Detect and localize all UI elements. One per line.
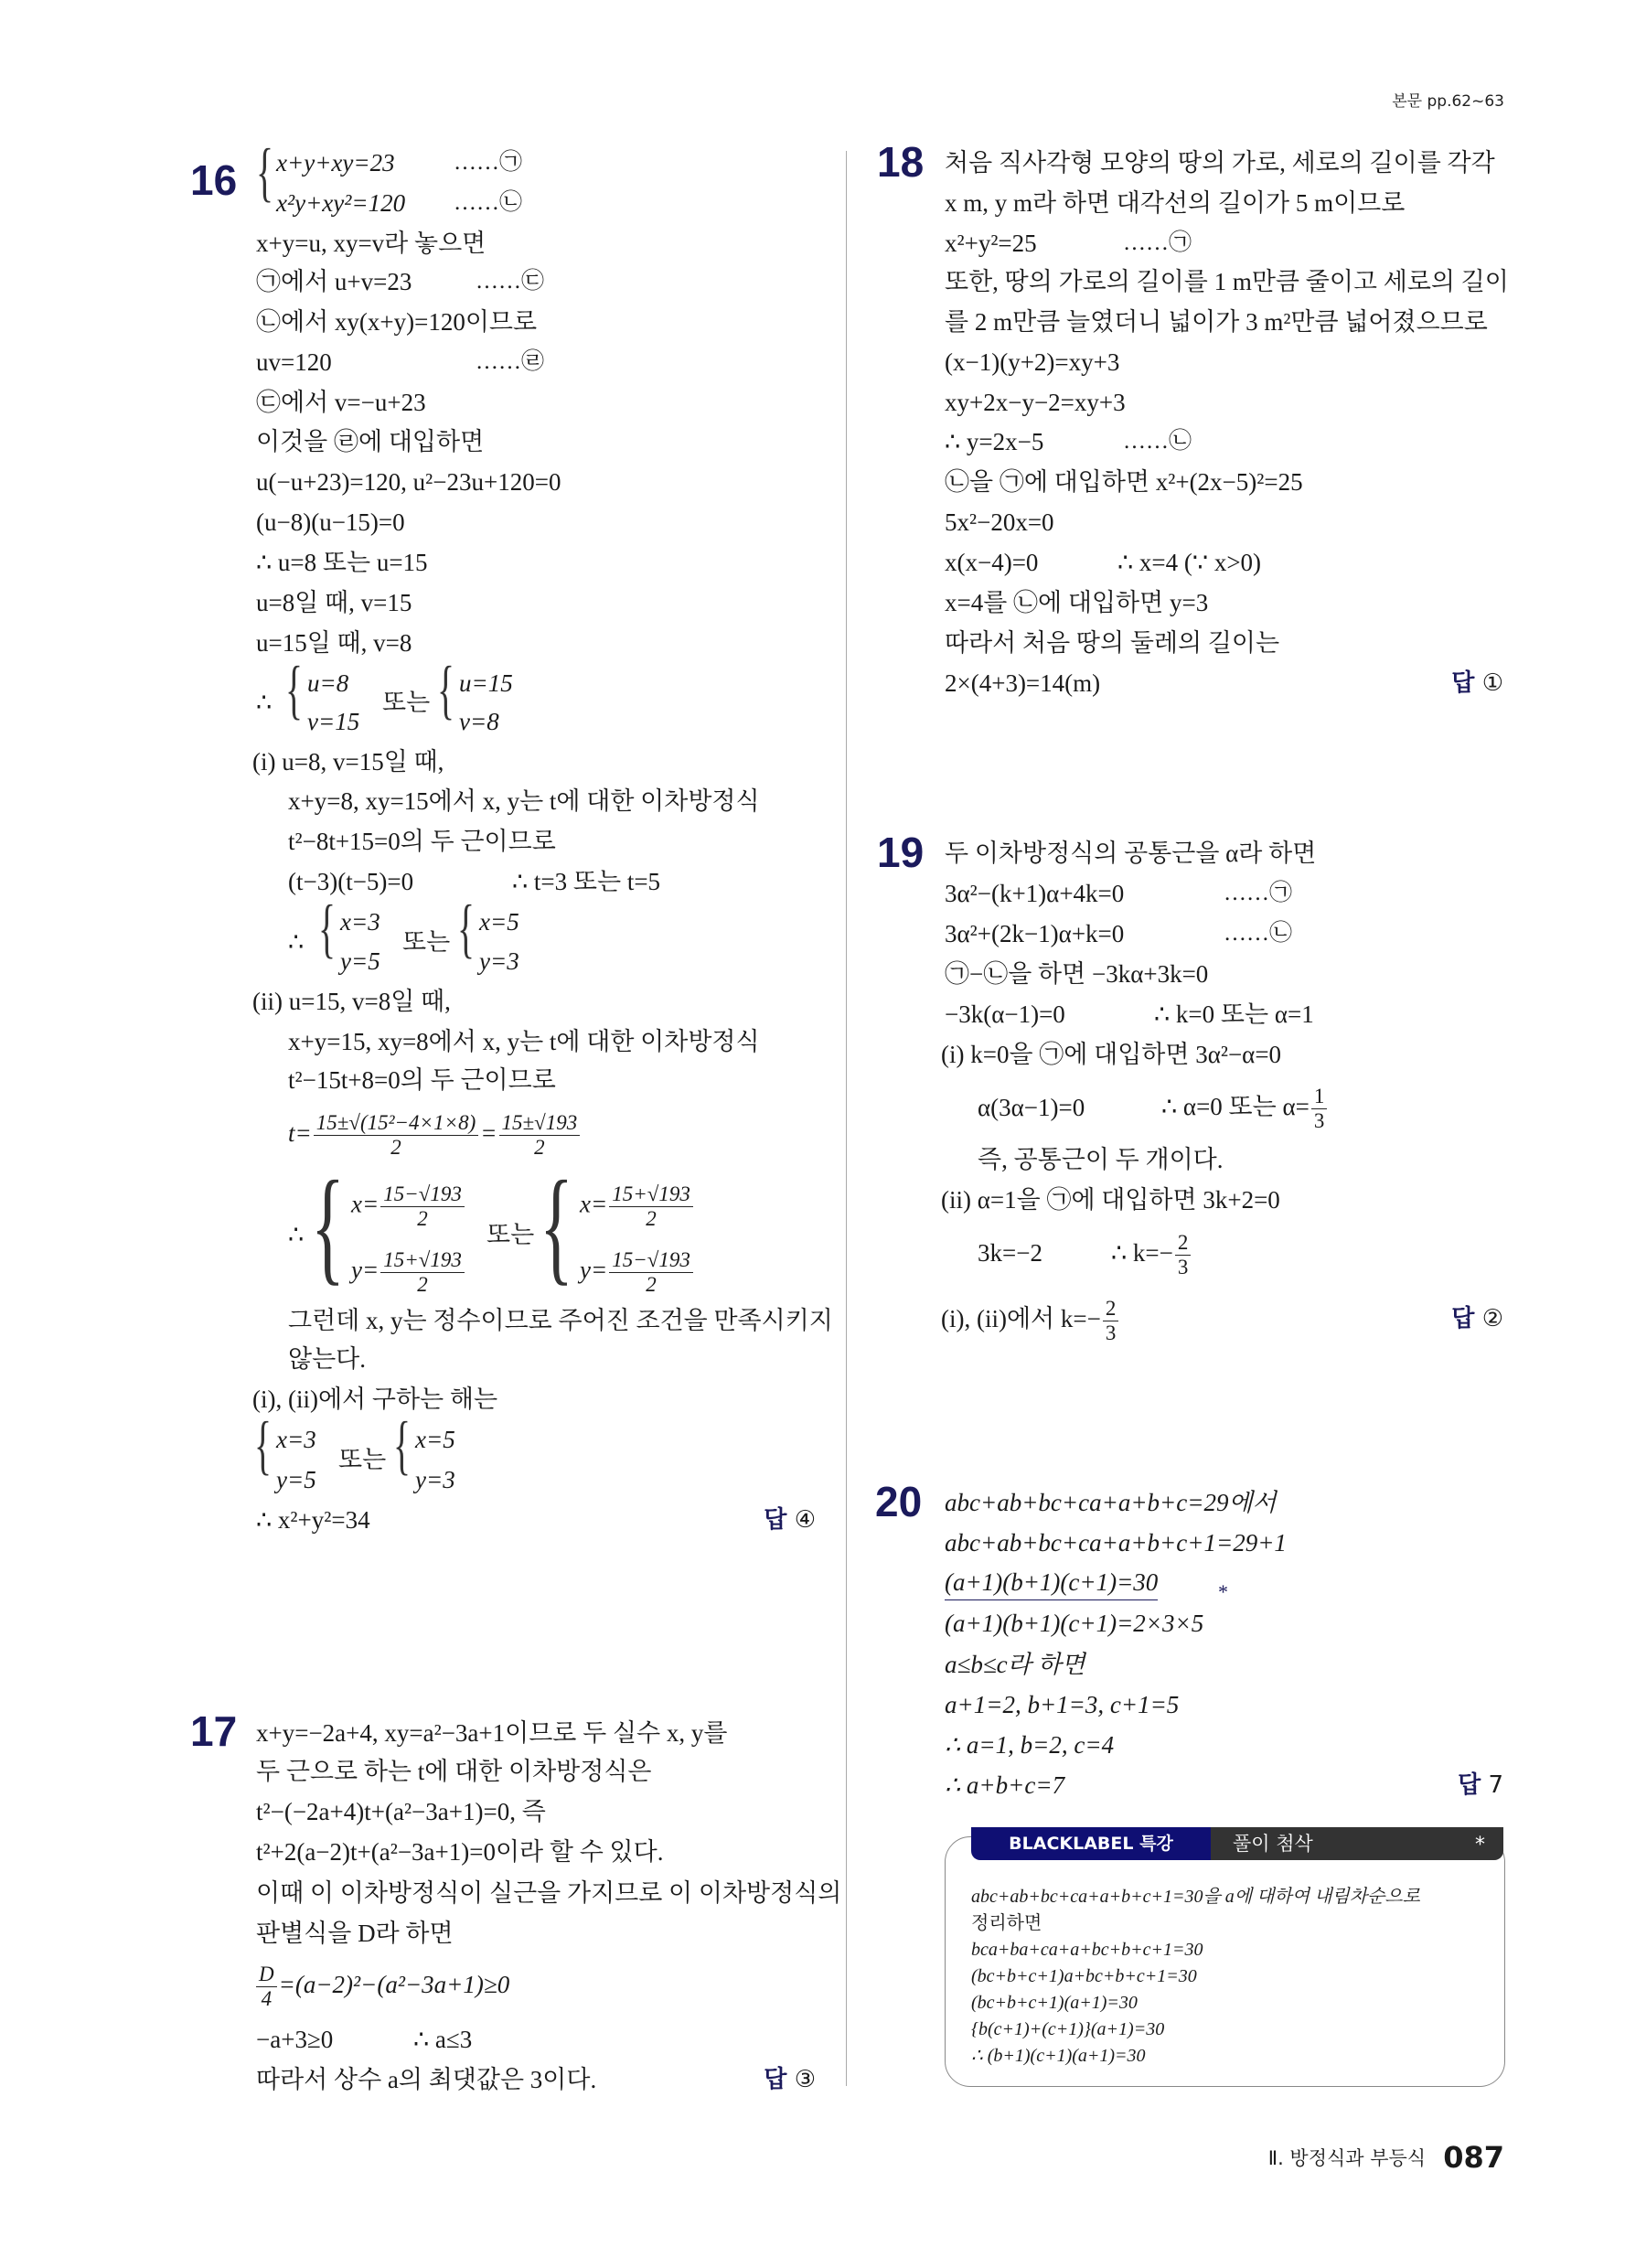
solution-line: x²+y²=25 bbox=[945, 230, 1037, 257]
solution-line: 5x²−20x=0 bbox=[945, 508, 1054, 536]
answer-value: 7 bbox=[1488, 1771, 1503, 1799]
case-heading: (i) k=0을 ㉠에 대입하면 3α²−α=0 bbox=[941, 1041, 1282, 1068]
marker: ……㉢ bbox=[476, 269, 545, 294]
solution-line: ㉠−㉡을 하면 −3kα+3k=0 bbox=[945, 960, 1209, 988]
marker: ……㉡ bbox=[1123, 429, 1192, 454]
var: x= bbox=[580, 1190, 608, 1218]
marker: ……㉠ bbox=[1224, 881, 1293, 905]
fraction bbox=[314, 1111, 479, 1160]
marker: ……㉡ bbox=[454, 190, 523, 215]
solution-line: ㉠에서 u+v=23 bbox=[256, 268, 412, 295]
page-footer bbox=[1268, 2140, 1504, 2175]
solution-line: t²−8t+15=0의 두 근이므로 bbox=[288, 828, 556, 855]
solution-line: 않는다. bbox=[288, 1345, 366, 1373]
denominator: 3 bbox=[1105, 1321, 1117, 1345]
text: ∴ α=0 또는 α= bbox=[1161, 1093, 1310, 1120]
fraction bbox=[380, 1248, 465, 1297]
brace: { bbox=[318, 892, 337, 965]
solution-line: (t−3)(t−5)=0 bbox=[288, 868, 414, 895]
solution-line: 두 이차방정식의 공통근을 α라 하면 bbox=[945, 840, 1317, 867]
solution-line: (x−1)(y+2)=xy+3 bbox=[945, 348, 1120, 376]
denominator: 2 bbox=[390, 1136, 401, 1160]
equation: y=5 bbox=[340, 947, 380, 975]
equation: x+y+xy=23 bbox=[276, 149, 395, 177]
star-icon: * bbox=[1475, 1834, 1485, 1856]
therefore-symbol: ∴ bbox=[288, 928, 305, 956]
brace: { bbox=[285, 653, 304, 726]
problem-number: 19 bbox=[877, 829, 925, 876]
numerator: 1 bbox=[1311, 1085, 1328, 1109]
solution-line: ∴ t=3 또는 t=5 bbox=[512, 868, 661, 895]
or-label: 또는 bbox=[338, 1446, 387, 1473]
equation: y=3 bbox=[415, 1466, 455, 1493]
equation: u=8 bbox=[307, 669, 349, 697]
solution-line: (u−8)(u−15)=0 bbox=[256, 508, 405, 536]
case-heading: (ii) α=1을 ㉠에 대입하면 3k+2=0 bbox=[941, 1186, 1280, 1214]
equation: x=3 bbox=[276, 1426, 316, 1453]
problem-number: 18 bbox=[877, 138, 925, 186]
note-line: abc+ab+bc+ca+a+b+c+1=30을 a에 대하여 내림차순으로 bbox=[971, 1887, 1420, 1907]
marker: ……㉠ bbox=[1123, 230, 1192, 255]
fraction bbox=[256, 1963, 277, 2011]
equation bbox=[351, 1182, 466, 1231]
solution-line: (i), (ii)에서 구하는 해는 bbox=[252, 1385, 498, 1413]
denominator: 4 bbox=[261, 1987, 273, 2011]
therefore-symbol: ∴ bbox=[256, 689, 273, 716]
equals: = bbox=[480, 1119, 497, 1147]
note-line: {b(c+1)+(c+1)}(a+1)=30 bbox=[971, 2019, 1165, 2039]
solution-line: 따라서 처음 땅의 둘레의 길이는 bbox=[945, 629, 1280, 657]
subtitle-text: 풀이 첨삭 bbox=[1233, 1833, 1313, 1855]
problem-number: 20 bbox=[875, 1478, 923, 1525]
problem-number: 16 bbox=[190, 156, 238, 204]
solution-line: ㉡을 ㉠에 대입하면 x²+(2x−5)²=25 bbox=[945, 468, 1303, 496]
answer-label: 답 bbox=[1458, 1771, 1481, 1799]
equation bbox=[351, 1248, 466, 1297]
brace: { bbox=[437, 653, 455, 726]
numerator: 15±√(15²−4×1×8) bbox=[314, 1111, 479, 1136]
solution-line: 2×(4+3)=14(m) bbox=[945, 669, 1101, 697]
or-label: 또는 bbox=[402, 928, 451, 956]
fraction bbox=[1175, 1231, 1192, 1279]
solution-line: ㉢에서 v=−u+23 bbox=[256, 389, 426, 416]
solution-line: 판별식을 D라 하면 bbox=[256, 1920, 454, 1947]
blacklabel-subtitle bbox=[1211, 1827, 1503, 1860]
solution-line: 3k=−2 bbox=[978, 1239, 1042, 1267]
formula-lhs: t= bbox=[288, 1119, 312, 1147]
solution-line: x m, y m라 하면 대각선의 길이가 5 m이므로 bbox=[945, 189, 1406, 217]
answer-label: 답 bbox=[1451, 1305, 1475, 1332]
denominator: 2 bbox=[417, 1207, 428, 1230]
solution-line: α(3α−1)=0 bbox=[978, 1094, 1085, 1121]
equation bbox=[580, 1182, 695, 1231]
solution-line: ∴ y=2x−5 bbox=[945, 428, 1044, 455]
solution-line bbox=[941, 1289, 1120, 1348]
denominator: 2 bbox=[646, 1273, 657, 1296]
marker: ……㉠ bbox=[454, 150, 523, 175]
inequality: =(a−2)²−(a²−3a+1)≥0 bbox=[278, 1971, 510, 1998]
var: x= bbox=[351, 1190, 380, 1218]
brace: { bbox=[311, 1155, 345, 1297]
numerator: 15−√193 bbox=[380, 1182, 465, 1207]
answer bbox=[1451, 665, 1503, 701]
answer bbox=[764, 1502, 816, 1538]
answer-label: 답 bbox=[764, 1506, 787, 1534]
therefore-symbol: ∴ bbox=[288, 1221, 305, 1248]
page-number: 087 bbox=[1443, 2140, 1504, 2175]
solution-line: 3α²−(k+1)α+4k=0 bbox=[945, 880, 1125, 907]
numerator: 2 bbox=[1175, 1231, 1192, 1256]
denominator: 3 bbox=[1313, 1109, 1325, 1133]
note-line: ∴ (b+1)(c+1)(a+1)=30 bbox=[971, 2046, 1146, 2066]
solution-line: ∴ u=8 또는 u=15 bbox=[256, 549, 428, 576]
equation: y=5 bbox=[276, 1466, 316, 1493]
var: y= bbox=[351, 1256, 380, 1284]
solution-line: x+y=8, xy=15에서 x, y는 t에 대한 이차방정식 bbox=[288, 787, 760, 815]
solution-line: u=15일 때, v=8 bbox=[256, 629, 412, 657]
page-reference: 본문 pp.62~63 bbox=[1392, 92, 1504, 111]
answer-value: ① bbox=[1481, 669, 1503, 697]
denominator: 3 bbox=[1177, 1256, 1189, 1279]
text: (i), (ii)에서 k=− bbox=[941, 1305, 1101, 1332]
solution-line: −a+3≥0 bbox=[256, 2026, 334, 2053]
solution-line: −3k(α−1)=0 bbox=[945, 1000, 1065, 1028]
solution-line: 를 2 m만큼 늘였더니 넓이가 3 m²만큼 넓어졌으므로 bbox=[945, 308, 1488, 336]
column-divider bbox=[846, 151, 847, 2086]
solution-line: ∴ k=0 또는 α=1 bbox=[1154, 1000, 1314, 1028]
equation: x=5 bbox=[415, 1426, 455, 1453]
solution-line: x=4를 ㉡에 대입하면 y=3 bbox=[945, 589, 1209, 616]
solution-line: 또한, 땅의 가로의 길이를 1 m만큼 줄이고 세로의 길이 bbox=[945, 268, 1509, 295]
solution-line bbox=[1111, 1224, 1192, 1282]
numerator: 15±√193 bbox=[499, 1111, 581, 1136]
answer-value: ③ bbox=[794, 2066, 816, 2093]
equation: x=5 bbox=[479, 908, 519, 936]
solution-line: ∴ a≤3 bbox=[413, 2026, 473, 2053]
marker: ……㉡ bbox=[1224, 921, 1293, 946]
equation: u=15 bbox=[459, 669, 513, 697]
fraction bbox=[1311, 1085, 1328, 1133]
fraction bbox=[499, 1111, 581, 1160]
solution-line: a≤b≤c라 하면 bbox=[945, 1651, 1085, 1678]
solution-line: t²+2(a−2)t+(a²−3a+1)=0이라 할 수 있다. bbox=[256, 1838, 664, 1866]
numerator: D bbox=[256, 1963, 277, 1987]
denominator: 2 bbox=[534, 1136, 545, 1160]
numerator: 2 bbox=[1103, 1297, 1119, 1321]
equation: v=8 bbox=[459, 708, 499, 735]
answer-value: ④ bbox=[794, 1506, 816, 1534]
fraction bbox=[609, 1248, 693, 1297]
denominator: 2 bbox=[646, 1207, 657, 1230]
solution-line: (a+1)(b+1)(c+1)=30 bbox=[945, 1565, 1158, 1600]
case-heading: (i) u=8, v=15일 때, bbox=[252, 748, 444, 776]
answer-label: 답 bbox=[1451, 669, 1475, 697]
numerator: 15−√193 bbox=[609, 1248, 693, 1273]
result-line: ∴ x²+y²=34 bbox=[256, 1506, 370, 1534]
fraction bbox=[1103, 1297, 1119, 1345]
marker: ……㉣ bbox=[476, 349, 545, 374]
or-label: 또는 bbox=[486, 1221, 535, 1248]
brace: { bbox=[457, 892, 476, 965]
problem-number: 17 bbox=[190, 1707, 238, 1755]
solution-line: abc+ab+bc+ca+a+b+c=29에서 bbox=[945, 1489, 1277, 1516]
asterisk-mark: * bbox=[1218, 1580, 1228, 1603]
equation bbox=[580, 1248, 695, 1297]
blacklabel-title: BLACKLABEL 특강 bbox=[971, 1827, 1211, 1860]
solution-line: 그런데 x, y는 정수이므로 주어진 조건을 만족시키지 bbox=[288, 1307, 833, 1334]
solution-line: 3α²+(2k−1)α+k=0 bbox=[945, 920, 1125, 947]
solution-line: xy+2x−y−2=xy+3 bbox=[945, 389, 1126, 416]
solution-line: u(−u+23)=120, u²−23u+120=0 bbox=[256, 468, 561, 496]
brace: { bbox=[256, 135, 274, 209]
solution-line: ∴ x=4 (∵ x>0) bbox=[1117, 549, 1262, 576]
solution-line: 이때 이 이차방정식이 실근을 가지므로 이 이차방정식의 bbox=[256, 1879, 842, 1907]
solution-line: ∴ a+b+c=7 bbox=[945, 1771, 1065, 1799]
equation: v=15 bbox=[307, 708, 360, 735]
solution-line: ㉡에서 xy(x+y)=120이므로 bbox=[256, 308, 538, 336]
var: y= bbox=[580, 1256, 608, 1284]
answer bbox=[1451, 1300, 1503, 1337]
solution-line: uv=120 bbox=[256, 348, 332, 376]
solution-line: x(x−4)=0 bbox=[945, 549, 1039, 576]
denominator: 2 bbox=[417, 1273, 428, 1296]
answer-value: ② bbox=[1481, 1305, 1503, 1332]
note-line: (bc+b+c+1)a+bc+b+c+1=30 bbox=[971, 1966, 1197, 1986]
solution-line: x+y=15, xy=8에서 x, y는 t에 대한 이차방정식 bbox=[288, 1028, 760, 1055]
equation: x²y+xy²=120 bbox=[276, 189, 406, 217]
equation: y=3 bbox=[479, 947, 519, 975]
answer bbox=[764, 2061, 816, 2098]
solution-line: ∴ a=1, b=2, c=4 bbox=[945, 1731, 1115, 1759]
text: ∴ k=− bbox=[1111, 1239, 1173, 1267]
solution-line: x+y=−2a+4, xy=a²−3a+1이므로 두 실수 x, y를 bbox=[256, 1719, 728, 1747]
solution-line: x+y=u, xy=v라 놓으면 bbox=[256, 230, 486, 257]
brace: { bbox=[540, 1155, 573, 1297]
solution-line: abc+ab+bc+ca+a+b+c+1=29+1 bbox=[945, 1529, 1287, 1557]
note-line: (bc+b+c+1)(a+1)=30 bbox=[971, 1993, 1138, 2013]
answer-label: 답 bbox=[764, 2066, 787, 2093]
section-title: Ⅱ. 방정식과 부등식 bbox=[1267, 2147, 1427, 2169]
solution-line: t²−(−2a+4)t+(a²−3a+1)=0, 즉 bbox=[256, 1798, 546, 1825]
note-line: bca+ba+ca+a+bc+b+c+1=30 bbox=[971, 1940, 1203, 1960]
discriminant-line bbox=[254, 1955, 509, 2014]
equation: x=3 bbox=[340, 908, 380, 936]
solution-line: 두 근으로 하는 t에 대한 이차방정식은 bbox=[256, 1758, 652, 1785]
case-heading: (ii) u=15, v=8일 때, bbox=[252, 988, 451, 1015]
solution-line: 이것을 ㉣에 대입하면 bbox=[256, 428, 485, 455]
solution-line: 즉, 공통근이 두 개이다. bbox=[978, 1146, 1224, 1173]
fraction bbox=[609, 1182, 693, 1231]
solution-line bbox=[1161, 1077, 1329, 1136]
answer bbox=[1458, 1767, 1503, 1803]
solution-line: 처음 직사각형 모양의 땅의 가로, 세로의 길이를 각각 bbox=[945, 149, 1495, 177]
solution-line: t²−15t+8=0의 두 근이므로 bbox=[288, 1066, 556, 1094]
brace: { bbox=[393, 1408, 412, 1482]
blacklabel-tab bbox=[971, 1827, 1503, 1860]
solution-line: a+1=2, b+1=3, c+1=5 bbox=[945, 1691, 1180, 1718]
solution-line: 따라서 상수 a의 최댓값은 3이다. bbox=[256, 2066, 597, 2093]
or-label: 또는 bbox=[382, 689, 431, 716]
brace: { bbox=[254, 1408, 273, 1482]
solution-line: (a+1)(b+1)(c+1)=2×3×5 bbox=[945, 1610, 1204, 1637]
note-line: 정리하면 bbox=[971, 1913, 1042, 1933]
numerator: 15+√193 bbox=[609, 1182, 693, 1207]
fraction bbox=[380, 1182, 465, 1231]
solution-line: u=8일 때, v=15 bbox=[256, 589, 412, 616]
numerator: 15+√193 bbox=[380, 1248, 465, 1273]
